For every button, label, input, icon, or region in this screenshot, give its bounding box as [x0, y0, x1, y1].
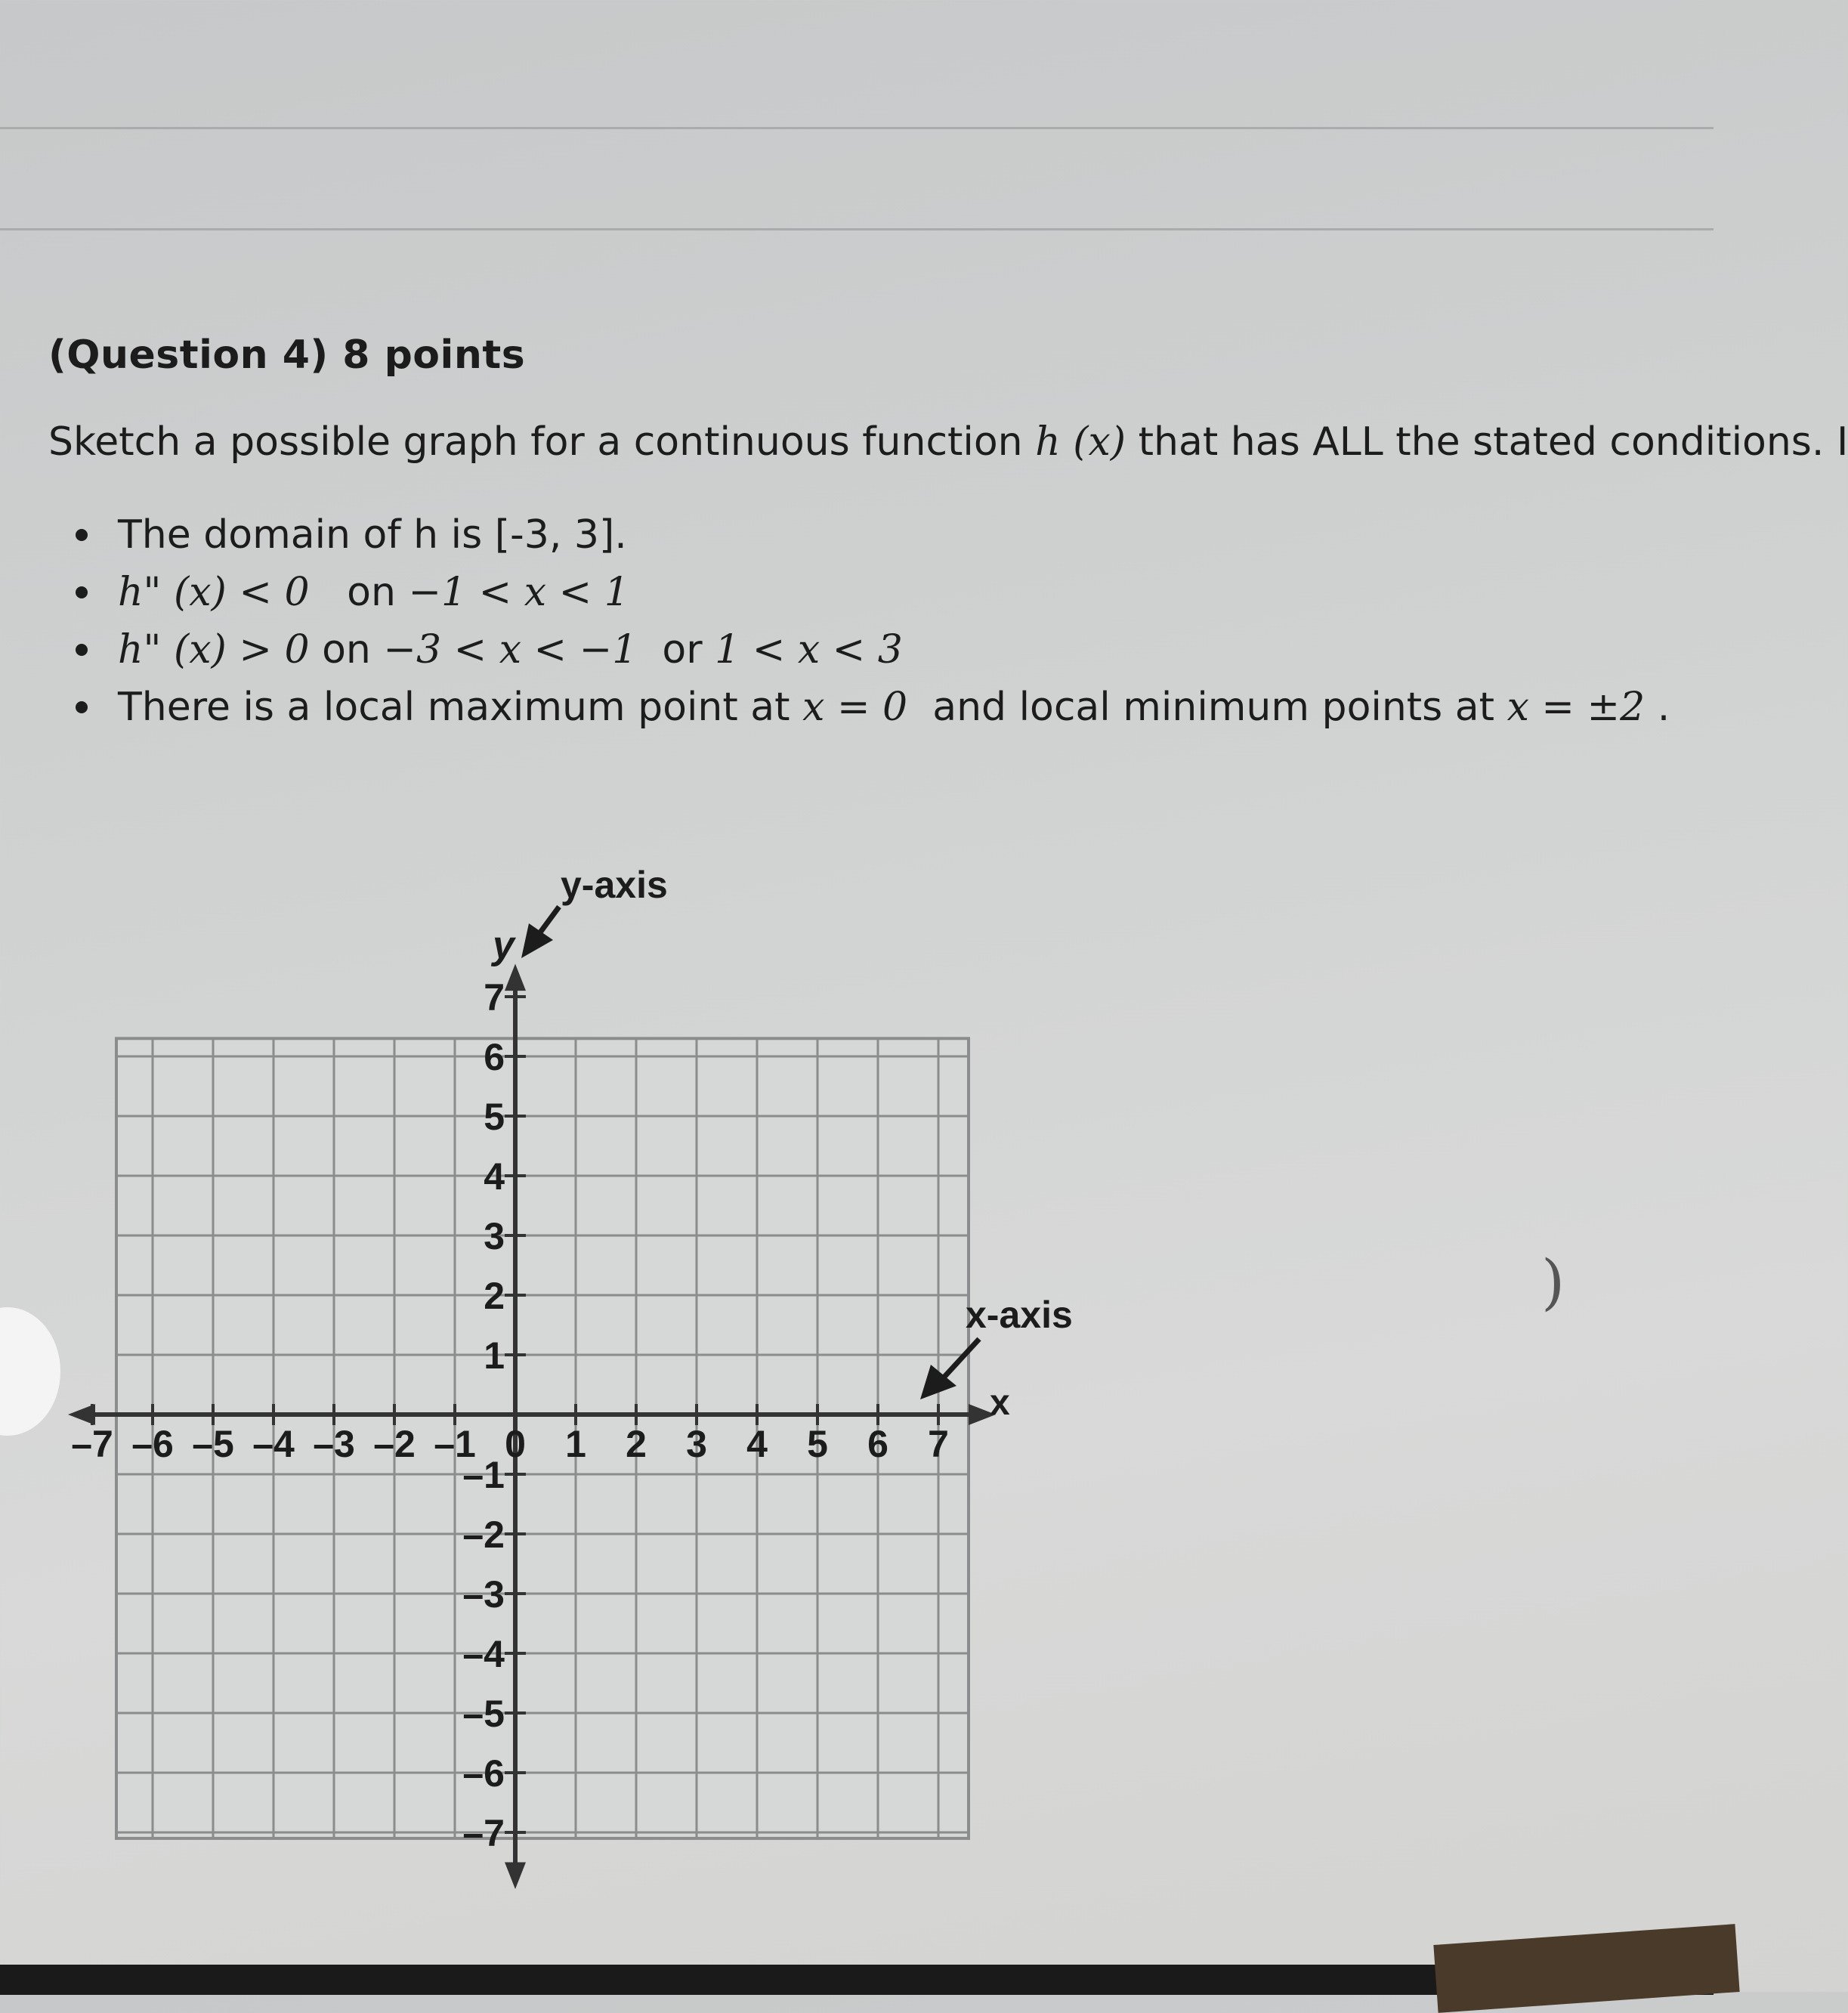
y-axis-arrow-up — [505, 964, 526, 991]
y-tick-label: 3 — [484, 1215, 505, 1257]
intro-suffix: that has ALL the stated conditions. I — [1138, 419, 1848, 465]
y-tick-label: –7 — [462, 1812, 505, 1854]
stray-mark: ) — [1541, 1247, 1565, 1317]
intro-function: h (x) — [1035, 419, 1126, 465]
x-tick-label: –5 — [192, 1423, 234, 1465]
y-tick-label: 2 — [484, 1275, 505, 1317]
x-tick-label: –2 — [373, 1423, 416, 1465]
condition-math: x = 0 — [802, 685, 908, 730]
intro-prefix: Sketch a possible graph for a continuous function — [48, 419, 1023, 465]
condition-math: x = ±2 — [1507, 685, 1646, 730]
y-tick-label: –6 — [462, 1752, 505, 1795]
x-tick-labels — [71, 1423, 949, 1465]
y-tick-label: 5 — [484, 1096, 505, 1138]
condition-math: h" (x) < 0 — [118, 570, 310, 615]
x-tick-label: 2 — [626, 1423, 647, 1465]
y-tick-label: –3 — [462, 1573, 505, 1616]
grid-frame — [116, 1038, 969, 1838]
x-tick-label: –6 — [131, 1423, 174, 1465]
x-tick-label: 6 — [867, 1423, 888, 1465]
x-tick-label: 5 — [807, 1423, 828, 1465]
y-tick-label: 4 — [484, 1155, 505, 1198]
y-tick-label: –1 — [462, 1454, 505, 1496]
condition-domain-text: The domain of h is [-3, 3]. — [118, 512, 627, 558]
x-tick-label: –4 — [252, 1423, 295, 1465]
x-tick-label: –3 — [313, 1423, 355, 1465]
y-tick-label: –5 — [462, 1693, 505, 1735]
condition-word: and local minimum points at — [932, 685, 1495, 730]
question-title: (Question 4) 8 points — [48, 332, 526, 378]
x-tick-label: –1 — [434, 1423, 476, 1465]
x-axis-callout: x-axis — [966, 1294, 1073, 1336]
y-tick-label: 1 — [484, 1334, 505, 1377]
condition-word: or — [662, 627, 703, 673]
grid-lines — [116, 1038, 969, 1838]
condition-math: h" (x) > 0 — [118, 627, 310, 673]
condition-math: −3 < x < −1 — [383, 627, 638, 673]
x-tick-label: 3 — [686, 1423, 707, 1465]
y-tick-label: –2 — [462, 1514, 505, 1556]
y-tick-label: 6 — [484, 1036, 505, 1078]
y-tick-label: –4 — [462, 1633, 505, 1675]
x-tick-label: 4 — [746, 1423, 768, 1465]
x-tick-label: 1 — [565, 1423, 586, 1465]
y-axis-arrow-down — [505, 1863, 526, 1890]
condition-word: on — [347, 570, 396, 615]
y-axis-callout: y-axis — [561, 864, 668, 906]
y-tick-label: 7 — [484, 976, 505, 1019]
x-tick-label: –7 — [71, 1423, 113, 1465]
condition-math: −1 < x < 1 — [408, 570, 629, 615]
x-tick-label: 0 — [505, 1423, 526, 1465]
condition-word: on — [322, 627, 371, 673]
condition-word: There is a local maximum point at — [118, 685, 790, 730]
y-callout-arrow — [521, 907, 559, 958]
y-axis-letter: y — [493, 923, 515, 967]
x-axis-letter: x — [990, 1383, 1010, 1423]
condition-word: . — [1657, 685, 1670, 730]
x-tick-label: 7 — [928, 1423, 949, 1465]
condition-math: 1 < x < 3 — [715, 627, 903, 673]
